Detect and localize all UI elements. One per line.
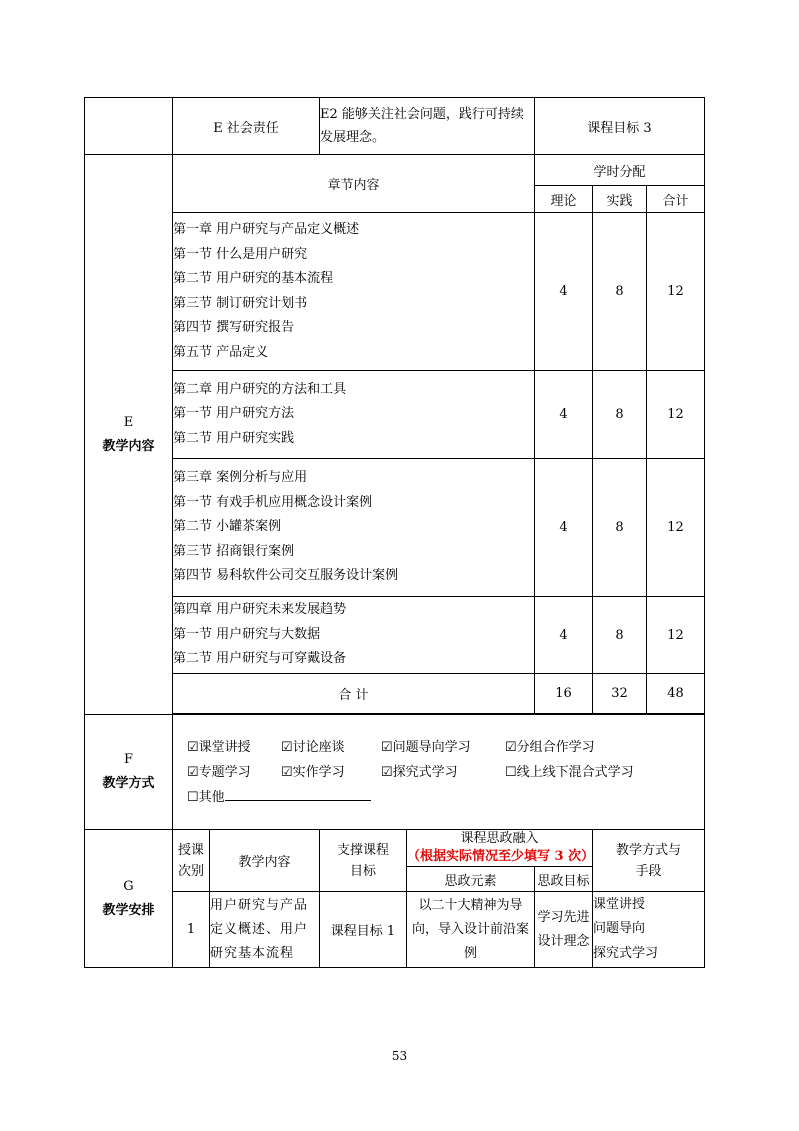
practice-hours: 8 <box>593 597 647 674</box>
sum-row <box>85 674 705 714</box>
method-option[interactable] <box>281 735 381 760</box>
checkbox-checked-icon[interactable]: ☑ <box>187 764 199 780</box>
chapter-line: 第二章 用户研究的方法和工具 <box>173 381 347 397</box>
method-header: 教学方式与手段 <box>593 830 705 892</box>
method-option-label: 讨论座谈 <box>292 739 345 755</box>
method-option[interactable] <box>505 735 595 760</box>
method-option-label: 分组合作学习 <box>516 739 595 755</box>
chapter-line: 第四节 易科软件公司交互服务设计案例 <box>173 568 399 584</box>
social-responsibility-row <box>85 98 705 155</box>
ideology-header-title: 课程思政融入 <box>460 831 539 846</box>
practice-hours: 8 <box>593 459 647 597</box>
practice-header: 实践 <box>593 186 647 213</box>
chapter-lines <box>173 371 535 459</box>
total-header: 合计 <box>647 186 705 213</box>
chapter-line: 第一节 有戏手机应用概念设计案例 <box>173 494 373 510</box>
social-target: 课程目标 3 <box>535 98 705 155</box>
chapter-line: 第一节 什么是用户研究 <box>173 246 308 262</box>
schedule-method-line: 课堂讲授 <box>593 896 646 912</box>
chapter-line: 第三节 制订研究计划书 <box>173 295 308 311</box>
total-hours: 12 <box>647 371 705 459</box>
hours-allocation-header: 学时分配 <box>535 155 705 186</box>
schedule-content: 用户研究与产品定义概述、用户研究基本流程 <box>210 892 320 968</box>
other-blank-field[interactable] <box>225 786 371 801</box>
chapter-lines <box>173 459 535 597</box>
teaching-method-row <box>85 715 705 830</box>
chapter-line: 第一节 用户研究与大数据 <box>173 626 321 642</box>
chapter-line: 第一章 用户研究与产品定义概述 <box>173 222 360 237</box>
schedule-method <box>593 892 705 968</box>
method-options-line <box>187 735 704 760</box>
theory-hours: 4 <box>535 213 593 371</box>
syllabus-table <box>84 97 705 968</box>
hours-header-row <box>85 155 705 186</box>
chapter-line: 第二节 用户研究与可穿戴设备 <box>173 651 347 667</box>
schedule-method-line: 探究式学习 <box>593 945 659 961</box>
sum-total: 48 <box>647 674 705 714</box>
element-header: 思政元素 <box>407 867 535 892</box>
sum-practice: 32 <box>593 674 647 714</box>
sum-theory: 16 <box>535 674 593 714</box>
ideology-header <box>407 830 593 867</box>
checkbox-checked-icon[interactable]: ☑ <box>281 764 293 780</box>
method-option[interactable] <box>187 785 371 810</box>
session-number: 1 <box>173 892 210 968</box>
theory-hours: 4 <box>535 597 593 674</box>
section-f-code: F <box>123 752 134 767</box>
method-option[interactable] <box>381 760 505 785</box>
section-g-title: 教学安排 <box>102 902 155 918</box>
social-label: E 社会责任 <box>173 98 320 155</box>
section-e-title: 教学内容 <box>102 438 155 454</box>
chapter-row <box>85 213 705 371</box>
chapter-line: 第五节 产品定义 <box>173 344 269 360</box>
ideology-goal: 学习先进设计理念 <box>535 892 593 968</box>
section-g-code: G <box>123 878 134 894</box>
schedule-row <box>85 892 705 968</box>
section-e-label <box>85 155 173 715</box>
checkbox-checked-icon[interactable]: ☑ <box>381 764 393 780</box>
schedule-method-line: 问题导向 <box>593 921 646 937</box>
method-option-label: 问题导向学习 <box>392 739 471 755</box>
target-header: 支撑课程目标 <box>320 830 407 892</box>
checkbox-checked-icon[interactable]: ☑ <box>381 739 393 755</box>
page-number: 53 <box>391 1049 408 1063</box>
practice-hours: 8 <box>593 213 647 371</box>
social-description: E2 能够关注社会问题，践行可持续发展理念。 <box>320 98 535 155</box>
chapter-row <box>85 459 705 597</box>
method-option-label: 实作学习 <box>292 764 345 780</box>
content-header: 教学内容 <box>210 830 320 892</box>
method-option[interactable] <box>381 735 505 760</box>
method-options-line <box>187 785 704 810</box>
method-option-label: 课堂讲授 <box>198 739 251 755</box>
goal-header: 思政目标 <box>535 867 593 892</box>
method-option[interactable] <box>505 760 634 785</box>
chapter-row <box>85 371 705 459</box>
chapter-line: 第四章 用户研究未来发展趋势 <box>173 602 347 618</box>
method-option[interactable] <box>187 760 281 785</box>
chapter-row <box>85 597 705 674</box>
total-hours: 12 <box>647 597 705 674</box>
blank-cell <box>85 98 173 155</box>
checkbox-checked-icon[interactable]: ☑ <box>281 739 293 755</box>
chapter-lines <box>173 213 535 371</box>
schedule-target: 课程目标 1 <box>320 892 407 968</box>
practice-hours: 8 <box>593 371 647 459</box>
sum-label: 合 计 <box>173 674 535 714</box>
checkbox-unchecked-icon[interactable]: ☐ <box>187 789 199 805</box>
section-f-label <box>85 715 173 830</box>
session-header: 授课次别 <box>173 830 210 892</box>
checkbox-checked-icon[interactable]: ☑ <box>187 739 199 755</box>
method-options-line <box>187 760 704 785</box>
theory-hours: 4 <box>535 459 593 597</box>
ideology-element: 以二十大精神为导向，导入设计前沿案例 <box>407 892 535 968</box>
chapter-line: 第二节 小罐茶案例 <box>173 519 282 535</box>
ideology-header-note: （根据实际情况至少填写 3 次） <box>407 849 595 864</box>
checkbox-checked-icon[interactable]: ☑ <box>505 739 517 755</box>
method-option-label: 探究式学习 <box>392 764 458 780</box>
method-option-label: 专题学习 <box>198 764 251 780</box>
theory-header: 理论 <box>535 186 593 213</box>
section-e-code: E <box>123 414 134 430</box>
total-hours: 12 <box>647 213 705 371</box>
chapter-line: 第三章 案例分析与应用 <box>173 470 308 486</box>
chapter-line: 第四节 撰写研究报告 <box>173 320 295 335</box>
chapter-lines <box>173 597 535 674</box>
method-option[interactable] <box>281 760 381 785</box>
chapter-line: 第二节 用户研究的基本流程 <box>173 271 334 286</box>
chapter-content-header: 章节内容 <box>173 155 535 213</box>
method-options <box>173 715 705 830</box>
section-g-label <box>85 830 173 968</box>
section-f-title: 教学方式 <box>102 776 155 791</box>
theory-hours: 4 <box>535 371 593 459</box>
chapter-line: 第三节 招商银行案例 <box>173 543 295 559</box>
method-option[interactable] <box>187 735 281 760</box>
schedule-header-row <box>85 830 705 867</box>
checkbox-unchecked-icon[interactable]: ☐ <box>505 764 517 780</box>
method-option-label: 其他 <box>198 789 225 805</box>
chapter-line: 第二节 用户研究实践 <box>173 430 295 446</box>
chapter-line: 第一节 用户研究方法 <box>173 406 295 422</box>
method-option-label: 线上线下混合式学习 <box>516 764 634 780</box>
total-hours: 12 <box>647 459 705 597</box>
